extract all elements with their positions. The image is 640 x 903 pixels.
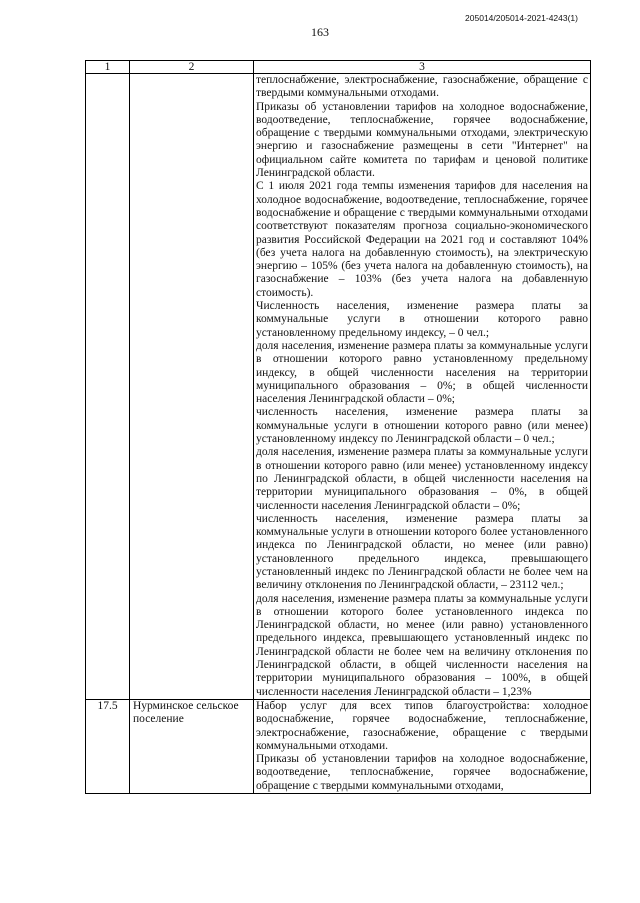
- paragraph: доля населения, изменение размера платы за коммунальные услуги в отношении которого равно установленному предельному индексу, в общей численности населения на территории муниципального образования – 0%; в общей численности населения Ленинградской области – 0%;: [256, 339, 588, 406]
- row-number-cell: [86, 74, 130, 700]
- tariff-table: [85, 60, 591, 794]
- column-header-2: 2: [130, 61, 254, 74]
- paragraph: Приказы об установлении тарифов на холодное водоснабжение, водоотведение, теплоснабжение, горячее водоснабжение, обращение с твердыми коммунальными отходами,: [256, 753, 588, 792]
- municipality-cell: Нурминское сельское поселение: [130, 699, 254, 793]
- paragraph: Приказы об установлении тарифов на холодное водоснабжение, водоотведение, теплоснабжение, горячее водоснабжение, обращение с твердыми коммунальными отходами, электрическую энергию и газоснабжение размещены в сети "Интернет" на официальном сайте комитета по тарифам и ценовой политике Ленинградской области.: [256, 100, 588, 180]
- table-row: [86, 699, 591, 793]
- description-cell: [254, 74, 591, 700]
- paragraph: доля населения, изменение размера платы за коммунальные услуги в отношении которого равно (или менее) установленному индексу по Ленинградской области, в общей численности населения на территории муниципального образования – 0%, в общей численности населения Ленинградской области – 0%;: [256, 446, 588, 512]
- page-number: 163: [311, 25, 329, 39]
- paragraph: численность населения, изменение размера платы за коммунальные услуги в отношении которого равно (или менее) установленному индексу по Ленинградской области – 0 чел.;: [256, 406, 588, 446]
- column-header-1: 1: [86, 61, 130, 74]
- paragraph: доля населения, изменение размера платы за коммунальные услуги в отношении которого более установленного индекса по Ленинградской области, но менее (или равно) установленного предельного индекса, превышающего установленный индекс по Ленинградской области не более чем на величину отклонения по Ленинградской области, в общей численности населения на территории муниципального образования – 100%, в общей численности населения Ленинградской области – 1,23%: [256, 592, 588, 698]
- paragraph: численность населения, изменение размера платы за коммунальные услуги в отношении которого более установленного индекса по Ленинградской области, но менее (или равно) установленного предельного индекса, превышающего установленный индекс по Ленинградской области не более чем на величину отклонения по Ленинградской области, – 23112 чел.;: [256, 512, 588, 592]
- row-number-cell: 17.5: [86, 699, 130, 793]
- document-id: 205014/205014-2021-4243(1): [465, 13, 578, 23]
- paragraph: Численность населения, изменение размера платы за коммунальные услуги в отношении которого равно установленному предельному индексу, – 0 чел.;: [256, 300, 588, 339]
- paragraph: Набор услуг для всех типов благоустройства: холодное водоснабжение, горячее водоснабжение, теплоснабжение, электроснабжение, газоснабжение, обращение с твердыми коммунальными отходами.: [256, 699, 588, 752]
- paragraph: С 1 июля 2021 года темпы изменения тарифов для населения на холодное водоснабжение, водоотведение, теплоснабжение, горячее водоснабжение и обращение с твердыми коммунальными отходами соответствуют показателям прогноза социально-экономического развития Российской Федерации на 2021 год и составляют 104% (без учета налога на добавленную стоимость), на электрическую энергию – 105% (без учета налога на добавленную стоимость), на газоснабжение – 103% (без учета налога на добавленную стоимость).: [256, 180, 588, 299]
- paragraph: теплоснабжение, электроснабжение, газоснабжение, обращение с твердыми коммунальными отходами.: [256, 74, 588, 100]
- table-header-row: [86, 61, 591, 74]
- column-header-3: 3: [254, 61, 591, 74]
- municipality-cell: [130, 74, 254, 700]
- description-cell: [254, 699, 591, 793]
- table-row: [86, 74, 591, 700]
